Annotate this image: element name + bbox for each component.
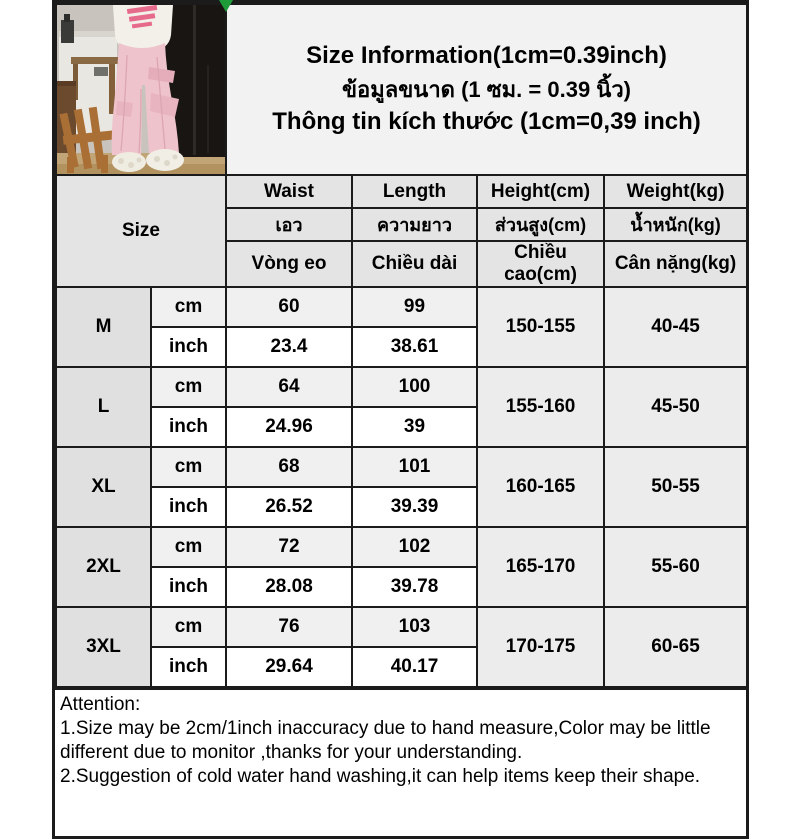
size-label-xl: XL <box>56 447 151 527</box>
size-label-l: L <box>56 367 151 447</box>
length-inch-value: 39.78 <box>352 567 477 607</box>
length-cm-value: 99 <box>352 287 477 327</box>
length-inch-value: 39 <box>352 407 477 447</box>
size-label-m: M <box>56 287 151 367</box>
unit-inch-label: inch <box>151 407 226 447</box>
unit-inch-label: inch <box>151 567 226 607</box>
attention-note-2: 2.Suggestion of cold water hand washing,it can help items keep their shape. <box>60 766 701 787</box>
waist-cm-value: 68 <box>226 447 352 487</box>
weight-range-value: 45-50 <box>604 367 747 447</box>
size-column-header: Size <box>56 175 226 287</box>
col-header-length: Length <box>352 175 477 208</box>
waist-cm-value: 60 <box>226 287 352 327</box>
length-cm-value: 102 <box>352 527 477 567</box>
col-header-waist-th: เอว <box>226 208 352 241</box>
table-row <box>56 287 747 327</box>
col-header-height: Height(cm) <box>477 175 604 208</box>
size-label-3xl: 3XL <box>56 607 151 687</box>
size-info-title <box>226 4 747 175</box>
col-header-height-th: ส่วนสูง(cm) <box>477 208 604 241</box>
waist-inch-value: 26.52 <box>226 487 352 527</box>
attention-note-1: 1.Size may be 2cm/1inch inaccuracy due to hand measure,Color may be little different due to monitor ,thanks for your understanding. <box>60 718 711 763</box>
waist-cm-value: 76 <box>226 607 352 647</box>
height-range-value: 165-170 <box>477 527 604 607</box>
waist-inch-value: 23.4 <box>226 327 352 367</box>
unit-inch-label: inch <box>151 327 226 367</box>
unit-inch-label: inch <box>151 487 226 527</box>
product-photo <box>56 4 226 175</box>
unit-cm-label: cm <box>151 527 226 567</box>
col-header-length-th: ความยาว <box>352 208 477 241</box>
pink-pants-photo-illustration <box>57 5 226 174</box>
attention-notes <box>55 688 746 836</box>
unit-cm-label: cm <box>151 287 226 327</box>
title-thai: ข้อมูลขนาด (1 ซม. = 0.39 นิ้ว) <box>342 76 632 102</box>
weight-range-value: 55-60 <box>604 527 747 607</box>
green-corner-marker <box>219 0 233 12</box>
table-row <box>56 607 747 647</box>
attention-heading: Attention: <box>60 694 141 715</box>
col-header-waist-vi: Vòng eo <box>226 241 352 287</box>
length-cm-value: 100 <box>352 367 477 407</box>
unit-cm-label: cm <box>151 447 226 487</box>
unit-cm-label: cm <box>151 367 226 407</box>
col-header-weight: Weight(kg) <box>604 175 747 208</box>
size-chart-sheet <box>52 0 749 839</box>
height-range-value: 160-165 <box>477 447 604 527</box>
unit-cm-label: cm <box>151 607 226 647</box>
title-english: Size Information(1cm=0.39inch) <box>306 41 667 69</box>
length-inch-value: 40.17 <box>352 647 477 687</box>
table-row <box>56 447 747 487</box>
weight-range-value: 60-65 <box>604 607 747 687</box>
header-row-en <box>56 175 747 208</box>
waist-inch-value: 28.08 <box>226 567 352 607</box>
col-header-weight-vi: Cân nặng(kg) <box>604 241 747 287</box>
waist-inch-value: 29.64 <box>226 647 352 687</box>
col-header-waist: Waist <box>226 175 352 208</box>
table-row <box>56 367 747 407</box>
unit-inch-label: inch <box>151 647 226 687</box>
col-header-length-vi: Chiều dài <box>352 241 477 287</box>
size-table <box>55 3 748 688</box>
top-row <box>56 4 747 175</box>
table-row <box>56 527 747 567</box>
waist-cm-value: 72 <box>226 527 352 567</box>
waist-inch-value: 24.96 <box>226 407 352 447</box>
length-cm-value: 101 <box>352 447 477 487</box>
length-inch-value: 39.39 <box>352 487 477 527</box>
height-range-value: 170-175 <box>477 607 604 687</box>
title-vietnamese: Thông tin kích thước (1cm=0,39 inch) <box>272 108 701 136</box>
length-cm-value: 103 <box>352 607 477 647</box>
waist-cm-value: 64 <box>226 367 352 407</box>
length-inch-value: 38.61 <box>352 327 477 367</box>
col-header-height-vi: Chiều cao(cm) <box>477 241 604 287</box>
size-label-2xl: 2XL <box>56 527 151 607</box>
height-range-value: 155-160 <box>477 367 604 447</box>
col-header-weight-th: น้ำหนัก(kg) <box>604 208 747 241</box>
height-range-value: 150-155 <box>477 287 604 367</box>
weight-range-value: 50-55 <box>604 447 747 527</box>
weight-range-value: 40-45 <box>604 287 747 367</box>
